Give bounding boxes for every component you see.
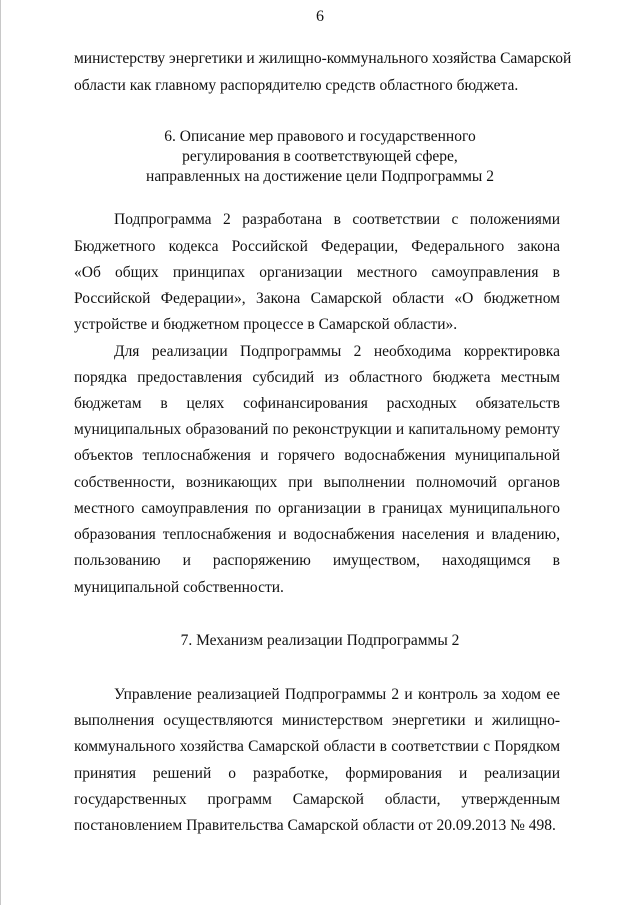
paragraph-line: объектов теплоснабжения и горячего водоснабжения муниципальной (74, 447, 560, 464)
paragraph-line: коммунального хозяйства Самарской области в соответствии с Порядком (74, 738, 560, 755)
paragraph-line: собственности, возникающих при выполнении полномочий органов (74, 474, 560, 491)
paragraph-line: муниципальной собственности. (74, 579, 284, 596)
paragraph-line: государственных программ Самарской области, утвержденным (74, 791, 560, 808)
paragraph-line: постановлением Правительства Самарской области от 20.09.2013 № 498. (74, 817, 556, 834)
section-6-heading: регулирования в соответствующей сфере, (182, 148, 458, 165)
paragraph-line: порядка предоставления субсидий из областного бюджета местным (74, 369, 560, 386)
intro-line: области как главному распорядителю средств областного бюджета. (74, 77, 519, 94)
paragraph-line: муниципальных образований по реконструкции и капитальному ремонту (74, 421, 560, 438)
paragraph-line: принятия решений о разработке, формирования и реализации (74, 765, 560, 782)
paragraph-line: Подпрограмма 2 разработана в соответствии с положениями (114, 211, 560, 228)
paragraph-line: Российской Федерации», Закона Самарской области «О бюджетном (74, 290, 560, 307)
section-7-heading: 7. Механизм реализации Подпрограммы 2 (180, 632, 460, 649)
paragraph-line: Управление реализацией Подпрограммы 2 и контроль за ходом ее (114, 686, 560, 703)
page-number: 6 (316, 8, 324, 25)
section-6-heading: 6. Описание мер правового и государственного (164, 128, 476, 145)
paragraph-line: образования теплоснабжения и водоснабжения населения и владению, (74, 526, 560, 543)
intro-line: министерству энергетики и жилищно-коммунального хозяйства Самарской (74, 50, 572, 67)
paragraph-line: Бюджетного кодекса Российской Федерации, Федерального закона (74, 238, 560, 255)
paragraph-line: Для реализации Подпрограммы 2 необходима корректировка (114, 343, 560, 360)
paragraph-line: пользованию и распоряжению имуществом, находящимся в (74, 552, 560, 569)
section-6-heading: направленных на достижение цели Подпрограммы 2 (146, 168, 494, 185)
paragraph-line: устройстве и бюджетном процессе в Самарской области». (74, 316, 458, 333)
paragraph-line: местного самоуправления по организации в границах муниципального (74, 500, 560, 517)
paragraph-line: бюджетам в целях софинансирования расходных обязательств (74, 395, 560, 412)
paragraph-line: «Об общих принципах организации местного самоуправления в (74, 264, 560, 281)
paragraph-line: выполнения осуществляются министерством энергетики и жилищно- (74, 712, 560, 729)
